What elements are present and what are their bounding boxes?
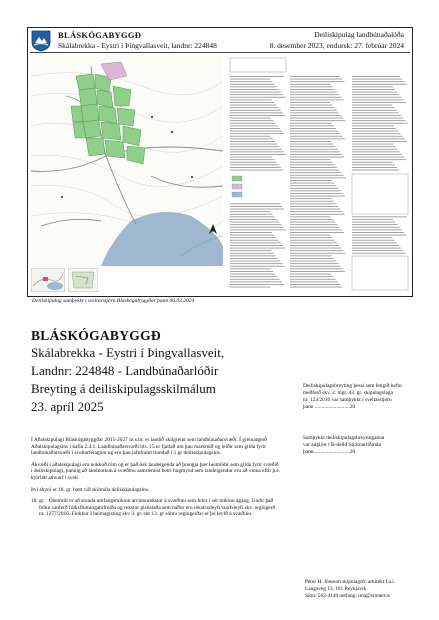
title-line: Breyting á deiliskipulagsskilmálum (31, 381, 216, 396)
terms-text-line (230, 268, 271, 269)
article-text: Óheimilt er að stunda umfangsmikinn atvinnurekstur á svæðinu sem felur í sér mikinn ágang. Undir það fellur umferð fólksflutningabifreiða og rekstur gististaða sem háður eru rekstrarleyfi/starfsleyfi skv. reglugerð nr. 1277/2016. Flokkur I heimagisting skv 3. gr. sbr 13. gr sömu reglugerðar er þó leyfð á svæðinu. (39, 498, 276, 518)
terms-text-line (230, 255, 276, 256)
terms-text-line (352, 229, 402, 230)
plan-terms-columns (228, 56, 410, 292)
terms-text-line (290, 266, 341, 267)
terms-text-line (352, 222, 395, 223)
terms-text-line (352, 99, 404, 100)
terms-text-line (230, 141, 275, 142)
terms-text-line (290, 224, 337, 225)
terms-text-line (290, 97, 342, 98)
terms-text-line (290, 271, 345, 272)
terms-text-line (290, 125, 334, 126)
terms-text-line (290, 281, 338, 282)
terms-text-line (290, 188, 339, 189)
terms-text-line (230, 224, 281, 225)
terms-text-line (352, 110, 397, 111)
terms-text-line (352, 151, 400, 152)
terms-text-line (290, 105, 332, 106)
terms-text-line (290, 149, 338, 150)
terms-text-line (352, 224, 397, 225)
terms-text-line (230, 203, 280, 204)
publication-note-line: Samþykkt deiliskipulagsbreytinganna (303, 435, 385, 441)
terms-text-line (352, 245, 399, 246)
terms-text-line (290, 118, 343, 119)
plan-header-municipality: BLÁSKÓGABYGGÐ (58, 30, 142, 40)
terms-text-line (290, 89, 335, 90)
terms-text-line (352, 157, 404, 158)
terms-text-line (230, 237, 276, 238)
article-label: 18. gr. (31, 498, 45, 505)
terms-text-line (290, 219, 333, 220)
architect-contact: Sími: 562-4140 netfang: imа@simnet.is (305, 593, 390, 599)
terms-text-line (230, 229, 286, 230)
terms-text-line (352, 159, 406, 160)
terms-text-line (290, 242, 337, 243)
terms-text-line (230, 263, 282, 264)
terms-text-line (230, 250, 271, 251)
terms-text-line (230, 86, 277, 87)
terms-text-line (230, 209, 284, 210)
terms-text-line (290, 245, 339, 246)
terms-text-line (230, 79, 270, 80)
terms-text-line (352, 76, 400, 77)
terms-text-line (230, 105, 276, 106)
terms-text-line (230, 164, 279, 165)
terms-text-line (290, 201, 334, 202)
terms-text-line (230, 253, 274, 254)
terms-text-line (290, 268, 343, 269)
plan-header-dates: 8. desember 2023, endursk: 27. febrúar 2024 (269, 41, 404, 50)
terms-text-line (230, 235, 274, 236)
title-line: Skálabrekka - Eystri í Þingvallasveit, (31, 345, 225, 360)
location-inset-map (31, 268, 65, 292)
amendment-title-block (31, 328, 276, 416)
terms-text-line (290, 279, 336, 280)
terms-text-line (290, 128, 336, 129)
terms-text-line (290, 235, 330, 236)
terms-text-line (352, 84, 407, 85)
terms-text-line (290, 211, 342, 212)
terms-text-line (290, 136, 343, 137)
terms-text-line (230, 214, 273, 215)
terms-text-line (230, 271, 273, 272)
terms-text-line (352, 118, 403, 119)
terms-text-line (290, 287, 342, 288)
terms-text-line (290, 180, 332, 181)
terms-text-line (230, 245, 283, 246)
terms-text-line (290, 274, 331, 275)
terms-text-line (352, 216, 407, 217)
terms-text-line (290, 232, 344, 233)
terms-text-line (230, 154, 286, 155)
terms-text-line (352, 128, 396, 129)
terms-text-line (230, 118, 271, 119)
architect-name: Pétur H. Jónsson skipulagsfr. arkitekt f.a.í. (305, 579, 396, 585)
terms-text-line (352, 232, 404, 233)
terms-text-line (290, 138, 345, 139)
terms-text-line (352, 138, 405, 139)
terms-text-line (230, 274, 275, 275)
publication-note (303, 435, 421, 456)
location-inset-detail (68, 268, 98, 292)
terms-text-line (290, 144, 333, 145)
terms-text-line (230, 222, 279, 223)
publication-note-line: var auglýst í B-deild Stjórnartíðinda (303, 442, 381, 448)
terms-text-line (230, 133, 284, 134)
terms-text-line (230, 206, 282, 207)
terms-text-line (352, 81, 404, 82)
plan-header-name: Skálabrekka - Eystri í Þingvallasveit, landnr: 224848 (58, 41, 217, 50)
plan-approval-caption: Deiliskipulag samþykkt í sveitarstjórn Bláskógabyggðar þann 06.03.2024 (32, 298, 195, 304)
terms-text-line (352, 105, 392, 106)
terms-text-line (230, 242, 281, 243)
terms-text-line (290, 250, 343, 251)
terms-text-line (290, 258, 334, 259)
terms-text-line (290, 120, 345, 121)
terms-text-line (352, 120, 405, 121)
terms-text-line (352, 136, 403, 137)
body-paragraph: Ákvæði í aðalskipulagi eru nokkuð rúm og er það ósk landeigenda að þrengja þær heimildir sem gilda fyrir svæðið í deiliskipulagi, þannig að landnotkun á svæðinu samræmist betri hugmynd sem landeigendur eru að vinna eftir þ.e. kyrrlátt athvarf í sveit. (31, 461, 281, 481)
terms-text-line (352, 144, 393, 145)
terms-text-line (290, 196, 345, 197)
terms-text-line (230, 76, 284, 77)
terms-text-line (230, 170, 283, 171)
terms-text-line (290, 214, 345, 215)
terms-text-line (352, 149, 398, 150)
terms-text-line (290, 261, 336, 262)
terms-text-line (230, 102, 274, 103)
terms-text-line (290, 240, 335, 241)
terms-text-line (230, 211, 270, 212)
terms-text-line (290, 276, 333, 277)
terms-text-line (230, 89, 279, 90)
terms-text-line (290, 263, 338, 264)
terms-text-line (290, 185, 336, 186)
terms-text-line (290, 170, 339, 171)
terms-text-line (352, 86, 393, 87)
terms-text-line (230, 159, 274, 160)
title-date: 23. apríl 2025 (31, 399, 104, 414)
terms-text-line (290, 284, 340, 285)
terms-text-line (230, 227, 284, 228)
terms-text-line (290, 193, 343, 194)
plan-sheet (27, 27, 413, 297)
terms-text-line (352, 240, 395, 241)
terms-text-line (290, 151, 340, 152)
terms-text-line (352, 125, 394, 126)
terms-text-line (230, 115, 285, 116)
terms-text-line (290, 183, 334, 184)
terms-text-line (290, 190, 341, 191)
amendment-body (31, 437, 281, 523)
terms-text-line (290, 255, 332, 256)
terms-text-line (290, 131, 338, 132)
terms-text-line (230, 125, 278, 126)
terms-text-line (290, 229, 342, 230)
terms-text-line (290, 92, 337, 93)
publication-note-line: þann...........................20 (303, 449, 356, 455)
terms-text-line (290, 216, 331, 217)
terms-text-line (290, 198, 331, 199)
terms-text-line (230, 120, 273, 121)
terms-text-line (230, 146, 279, 147)
terms-text-line (290, 175, 344, 176)
terms-text-line (352, 248, 401, 249)
terms-text-line (230, 261, 280, 262)
terms-text-line (352, 94, 399, 95)
terms-text-line (352, 131, 398, 132)
terms-text-line (230, 162, 277, 163)
terms-text-line (230, 281, 282, 282)
title-line: Landnr: 224848 - Landbúnaðarlóðir (31, 363, 219, 378)
terms-text-line (230, 219, 277, 220)
terms-text-line (352, 146, 395, 147)
terms-text-line (290, 253, 346, 254)
terms-text-line (290, 141, 331, 142)
terms-text-line (290, 79, 342, 80)
architect-info (305, 579, 425, 600)
terms-text-line (290, 81, 344, 82)
terms-text-line (352, 112, 399, 113)
terms-text-line (352, 235, 406, 236)
terms-text-line (352, 97, 402, 98)
terms-text-line (352, 141, 407, 142)
terms-text-line (352, 162, 393, 163)
terms-text-line (230, 128, 280, 129)
terms-text-line (230, 97, 286, 98)
terms-text-line (290, 99, 344, 100)
terms-text-line (230, 136, 271, 137)
terms-text-line (352, 253, 406, 254)
terms-text-line (290, 146, 335, 147)
terms-text-line (352, 92, 397, 93)
terms-text-line (290, 162, 333, 163)
terms-text-line (352, 102, 406, 103)
terms-text-line (290, 164, 335, 165)
terms-text-line (352, 219, 393, 220)
terms-text-line (352, 123, 408, 124)
terms-text-line (290, 172, 341, 173)
approval-note-line: þann ..........................20 (303, 404, 356, 410)
terms-text-line (290, 237, 332, 238)
architect-address: Laugaveg 13, 101 Reykjavík (305, 586, 367, 592)
terms-text-line (290, 115, 341, 116)
approval-note (303, 383, 421, 411)
terms-text-line (230, 279, 280, 280)
terms-text-line (230, 167, 281, 168)
terms-text-line (290, 248, 341, 249)
municipality-shield-icon (31, 30, 51, 52)
terms-text-line (290, 222, 335, 223)
terms-text-line (352, 89, 395, 90)
terms-text-line (290, 209, 340, 210)
terms-text-line (230, 258, 278, 259)
terms-text-line (230, 81, 272, 82)
terms-text-line (230, 107, 278, 108)
terms-text-line (352, 170, 399, 171)
terms-text-line (230, 84, 275, 85)
terms-text-line (230, 144, 277, 145)
terms-text-line (352, 167, 397, 168)
terms-text-line (230, 94, 283, 95)
terms-text-line (230, 248, 285, 249)
terms-text-line (230, 284, 284, 285)
terms-text-line (290, 227, 340, 228)
terms-text-line (230, 112, 283, 113)
terms-text-line (290, 94, 339, 95)
terms-text-line (290, 112, 339, 113)
terms-text-line (230, 157, 272, 158)
approval-note-line: meðferð skv. 2. mgr. 43. gr. skipulagslaga (303, 390, 393, 396)
terms-text-line (290, 86, 333, 87)
terms-text-line (290, 154, 342, 155)
plan-header-type: Deiliskipulag landbúnaðalóða (314, 30, 404, 39)
terms-text-line (230, 123, 276, 124)
terms-text-line (290, 76, 340, 77)
terms-text-line (290, 157, 344, 158)
terms-text-line (230, 276, 277, 277)
terms-text-line (290, 133, 340, 134)
terms-text-line (230, 131, 282, 132)
terms-text-line (230, 266, 285, 267)
terms-text-line (230, 287, 270, 288)
terms-text-line (290, 84, 331, 85)
site-plan-map (31, 56, 223, 266)
terms-text-line (290, 159, 330, 160)
terms-text-line (290, 123, 332, 124)
terms-text-line (352, 164, 395, 165)
terms-text-line (230, 216, 275, 217)
terms-text-line (352, 107, 394, 108)
terms-text-line (290, 203, 336, 204)
terms-text-line (230, 92, 281, 93)
approval-note-line: nr. 123/2010 var samþykkt í sveitarstjórn (303, 397, 392, 403)
terms-text-line (352, 237, 392, 238)
terms-text-line (290, 107, 334, 108)
title-municipality: BLÁSKÓGABYGGÐ (31, 328, 161, 343)
terms-text-line (352, 133, 400, 134)
terms-text-line (290, 167, 337, 168)
terms-text-line (230, 151, 284, 152)
terms-text-line (230, 232, 272, 233)
terms-text-line (230, 99, 272, 100)
body-paragraph: Í Aðalskipulagi Bláskógabyggðar 2015-2027 m.s.br. er landið skilgreint sem landbúnaðarsvæði. Í greinargerð Aðalskipulagsins í kafla 2.4.1. Landbúnaðarsvæði bls. 15 er fjallað um þau markmið og leiðir sem gilda fyrir landbúnaðarsvæði í sveitarfélaginu og eru þau jafnframt tiundað í 1.gr deiliskipulagsins. (31, 437, 267, 457)
terms-text-line (290, 110, 337, 111)
terms-text-line (352, 115, 401, 116)
terms-text-line (352, 250, 403, 251)
terms-text-line (230, 110, 281, 111)
header-divider (30, 52, 410, 53)
terms-text-line (230, 149, 282, 150)
article-18 (31, 498, 281, 518)
terms-text-line (352, 79, 402, 80)
terms-text-line (352, 227, 400, 228)
terms-text-line (230, 240, 279, 241)
terms-text-line (230, 138, 273, 139)
body-paragraph: Því skyni er 18. gr. bætt við skilmála deiliskipulagsins. (31, 486, 150, 493)
terms-text-line (352, 242, 397, 243)
terms-text-line (352, 154, 402, 155)
approval-note-line: Deiliskipulagsbreyting þessi sem fengið hefur (303, 383, 403, 389)
terms-text-line (290, 177, 346, 178)
terms-text-line (290, 206, 338, 207)
terms-text-line (290, 102, 330, 103)
